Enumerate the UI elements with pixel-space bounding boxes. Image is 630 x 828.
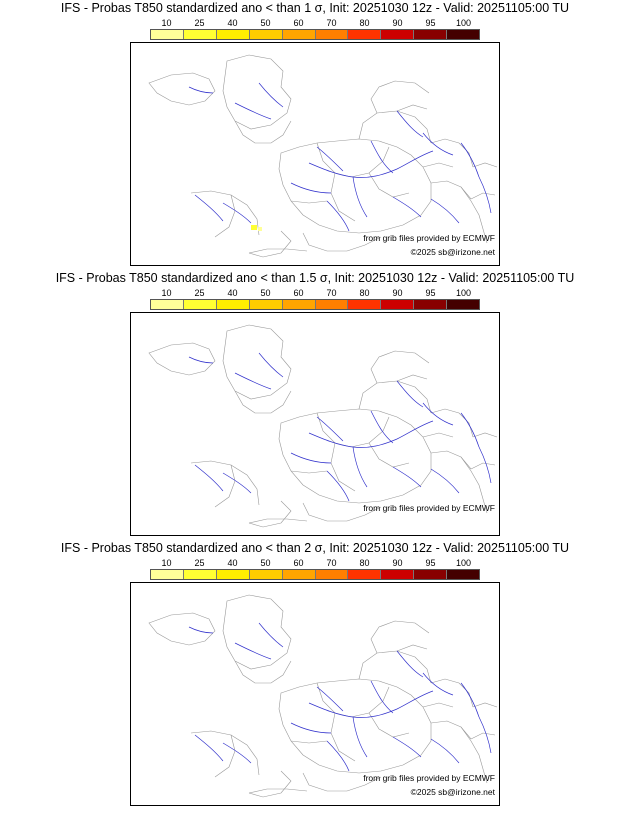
- colorbar-segment: [414, 30, 447, 39]
- colorbar-tick: 10: [161, 288, 172, 298]
- credit-source-1: from grib files provided by ECMWF: [363, 233, 495, 243]
- colorbar-tick: 25: [194, 288, 205, 298]
- colorbar-labels-1: [150, 18, 480, 29]
- map-panel-2: [0, 270, 630, 536]
- colorbar-tick: 25: [194, 558, 205, 568]
- colorbar-segment: [217, 30, 250, 39]
- colorbar-segment: [217, 300, 250, 309]
- colorbar-tick: 70: [326, 288, 337, 298]
- colorbar-segment: [283, 570, 316, 579]
- colorbar-tick: 80: [359, 558, 370, 568]
- colorbar-segment: [447, 30, 479, 39]
- colorbar-tick: 25: [194, 18, 205, 28]
- panel-title-3: IFS - Probas T850 standardized ano < than 2 σ, Init: 20251030 12z - Valid: 20251105:00 TU: [60, 541, 570, 555]
- colorbar-tick: 40: [227, 558, 238, 568]
- colorbar-segment: [414, 570, 447, 579]
- colorbar-tick: 50: [260, 288, 271, 298]
- colorbar-labels-3: [150, 558, 480, 569]
- colorbar-tick: 95: [425, 288, 436, 298]
- colorbar-segment: [381, 570, 414, 579]
- colorbar-tick: 40: [227, 288, 238, 298]
- map-panel-3: [0, 540, 630, 806]
- credit-copyright-text: ©2025 sb@irizone.net: [410, 787, 495, 797]
- colorbar-tick: 50: [260, 18, 271, 28]
- colorbar-segment: [217, 570, 250, 579]
- map-canvas-3[interactable]: [130, 582, 500, 806]
- colorbar-3: [150, 558, 480, 580]
- credit-copyright-3: [411, 787, 495, 797]
- panel-title-1: IFS - Probas T850 standardized ano < than 1 σ, Init: 20251030 12z - Valid: 20251105:00 TU: [60, 1, 570, 15]
- colorbar-segment: [348, 30, 381, 39]
- colorbar-segment: [447, 570, 479, 579]
- colorbar-tick: 95: [425, 558, 436, 568]
- colorbar-2: [150, 288, 480, 310]
- colorbar-tick: 90: [392, 558, 403, 568]
- colorbar-tick: 100: [455, 18, 472, 28]
- colorbar-tick: 60: [293, 288, 304, 298]
- colorbar-tick: 100: [455, 288, 472, 298]
- colorbar-tick: 90: [392, 18, 403, 28]
- colorbar-tick: 90: [392, 288, 403, 298]
- colorbar-gradient-3: [150, 569, 480, 580]
- colorbar-segment: [348, 300, 381, 309]
- map-canvas-2[interactable]: [130, 312, 500, 536]
- colorbar-tick: 10: [161, 18, 172, 28]
- colorbar-tick: 40: [227, 18, 238, 28]
- colorbar-segment: [250, 30, 283, 39]
- colorbar-tick: 60: [293, 18, 304, 28]
- panel-title-2: IFS - Probas T850 standardized ano < than 1.5 σ, Init: 20251030 12z - Valid: 20251105:00 TU: [55, 271, 575, 285]
- colorbar-segment: [151, 30, 184, 39]
- colorbar-segment: [184, 30, 217, 39]
- credit-copyright-1: [411, 247, 495, 257]
- colorbar-labels-2: [150, 288, 480, 299]
- colorbar-tick: 80: [359, 288, 370, 298]
- colorbar-segment: [316, 570, 349, 579]
- colorbar-tick: 10: [161, 558, 172, 568]
- colorbar-tick: 100: [455, 558, 472, 568]
- credit-source-2: from grib files provided by ECMWF: [363, 503, 495, 513]
- colorbar-tick: 70: [326, 558, 337, 568]
- colorbar-segment: [316, 30, 349, 39]
- colorbar-segment: [250, 300, 283, 309]
- colorbar-1: [150, 18, 480, 40]
- colorbar-segment: [250, 570, 283, 579]
- credit-source-3: from grib files provided by ECMWF: [363, 773, 495, 783]
- colorbar-segment: [414, 300, 447, 309]
- colorbar-segment: [151, 300, 184, 309]
- colorbar-segment: [447, 300, 479, 309]
- colorbar-segment: [151, 570, 184, 579]
- colorbar-tick: 80: [359, 18, 370, 28]
- colorbar-segment: [184, 570, 217, 579]
- credit-copyright-text: ©2025 sb@irizone.net: [410, 247, 495, 257]
- colorbar-gradient-2: [150, 299, 480, 310]
- colorbar-gradient-1: [150, 29, 480, 40]
- colorbar-tick: 70: [326, 18, 337, 28]
- colorbar-segment: [348, 570, 381, 579]
- colorbar-segment: [283, 300, 316, 309]
- colorbar-tick: 95: [425, 18, 436, 28]
- colorbar-tick: 50: [260, 558, 271, 568]
- map-panel-1: [0, 0, 630, 266]
- colorbar-tick: 60: [293, 558, 304, 568]
- colorbar-segment: [381, 30, 414, 39]
- colorbar-segment: [184, 300, 217, 309]
- colorbar-segment: [381, 300, 414, 309]
- colorbar-segment: [316, 300, 349, 309]
- map-canvas-1[interactable]: [130, 42, 500, 266]
- colorbar-segment: [283, 30, 316, 39]
